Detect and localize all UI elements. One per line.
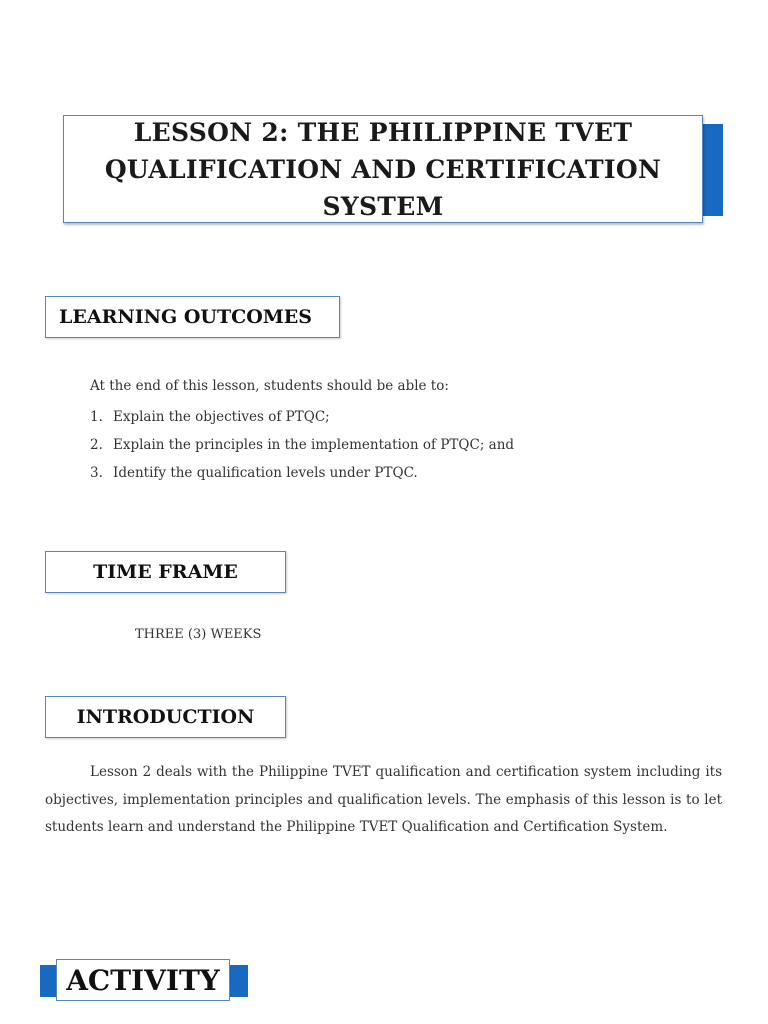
list-item-text: Explain the principles in the implementation of PTQC; and <box>113 437 515 453</box>
outcomes-list <box>90 408 514 492</box>
list-item <box>90 408 514 436</box>
list-item <box>90 436 514 464</box>
list-item <box>90 464 514 492</box>
introduction-paragraph: Lesson 2 deals with the Philippine TVET qualification and certification system including its objectives, implementation principles and qualification levels. The emphasis of this lesson is to let students learn and understand the Philippine TVET Qualification and Certification System. <box>45 764 722 835</box>
title-accent-bar <box>703 124 723 216</box>
title-box <box>63 115 703 223</box>
activity-heading: ACTIVITY <box>56 959 230 1001</box>
list-item-number: 2. <box>90 437 103 453</box>
list-item-number: 1. <box>90 409 103 425</box>
time-frame-heading: TIME FRAME <box>45 551 286 593</box>
list-item-text: Explain the objectives of PTQC; <box>113 409 330 425</box>
time-frame-value: THREE (3) WEEKS <box>135 627 262 642</box>
outcomes-intro: At the end of this lesson, students should be able to: <box>90 378 449 394</box>
lesson-title: LESSON 2: THE PHILIPPINE TVET QUALIFICATION AND CERTIFICATION SYSTEM <box>104 117 662 221</box>
list-item-text: Identify the qualification levels under PTQC. <box>113 465 418 481</box>
introduction-heading: INTRODUCTION <box>45 696 286 738</box>
list-item-number: 3. <box>90 465 103 481</box>
learning-outcomes-heading: LEARNING OUTCOMES <box>45 296 340 338</box>
